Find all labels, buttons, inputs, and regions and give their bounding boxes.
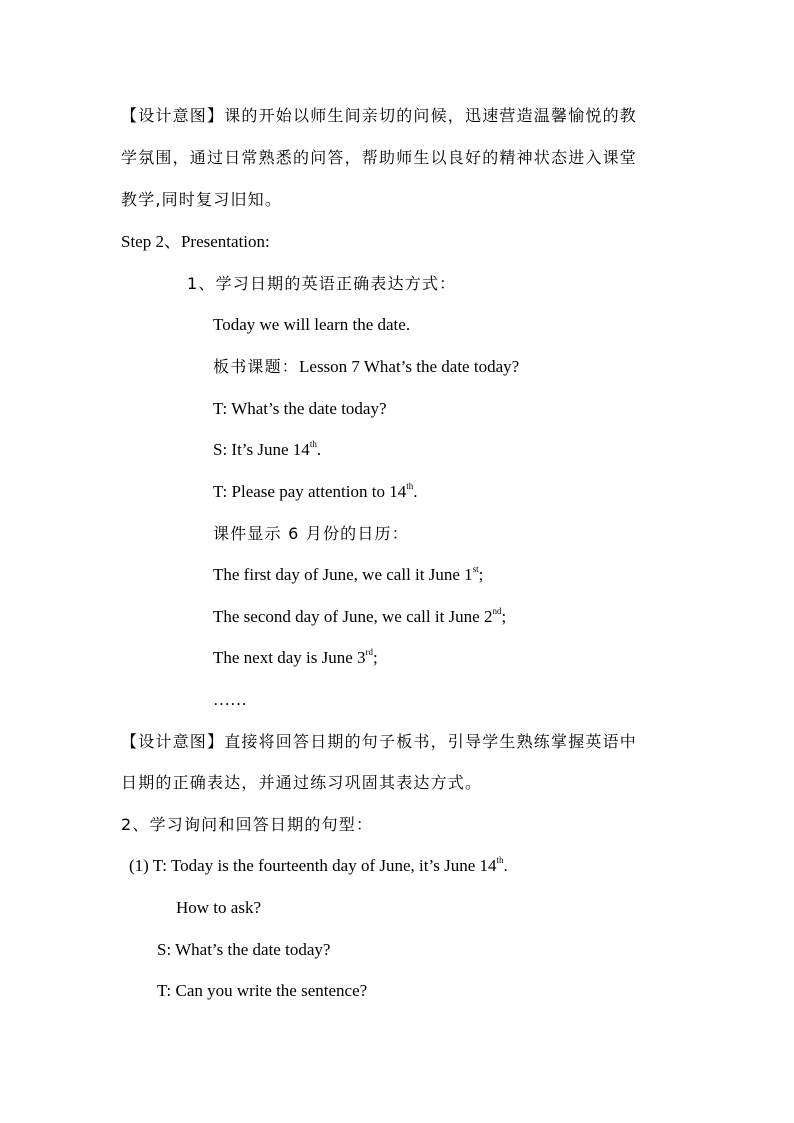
- design-intent-1-line-3: 教学,同时复习旧知。: [121, 190, 283, 209]
- board-title-line: [213, 357, 519, 377]
- student-answer: [213, 440, 321, 460]
- ellipsis: ……: [213, 690, 247, 709]
- next-day-end: ;: [373, 648, 378, 667]
- practice-1-suffix: th: [496, 855, 504, 866]
- teacher-attention-end: .: [413, 482, 418, 501]
- how-to-ask: How to ask?: [176, 898, 261, 917]
- second-day-text: The second day of June, we call it June 2: [213, 607, 493, 626]
- next-day-suffix: rd: [365, 647, 373, 658]
- teacher-write-question: T: Can you write the sentence?: [157, 981, 368, 1000]
- teacher-attention: [213, 482, 417, 502]
- first-day-end: ;: [478, 565, 484, 584]
- student-date-question: S: What’s the date today?: [157, 940, 331, 959]
- practice-1-text: (1) T: Today is the fourteenth day of June, it’s June 14: [129, 856, 497, 875]
- practice-1-line: [129, 856, 508, 876]
- design-intent-2-line-1: 【设计意图】直接将回答日期的句子板书，引导学生熟练掌握英语中: [121, 732, 638, 751]
- item-1-heading: 1、学习日期的英语正确表达方式：: [187, 274, 457, 293]
- second-day-end: ;: [501, 607, 507, 626]
- teacher-attention-text: T: Please pay attention to 14: [213, 482, 407, 501]
- student-answer-suffix: th: [309, 439, 317, 450]
- design-intent-2-line-2: 日期的正确表达，并通过练习巩固其表达方式。: [121, 773, 483, 792]
- student-answer-text: S: It’s June 14: [213, 440, 310, 459]
- first-day-text: The first day of June, we call it June 1: [213, 565, 473, 584]
- next-day-text: The next day is June 3: [213, 648, 366, 667]
- board-title-lesson: Lesson 7 What’s the date today?: [299, 357, 520, 376]
- first-day-suffix: st: [472, 564, 479, 575]
- first-day-line: [213, 565, 483, 585]
- step-2-heading: Step 2、Presentation:: [121, 232, 270, 251]
- design-intent-1-line-1: 【设计意图】课的开始以师生间亲切的问候，迅速营造温馨愉悦的教: [121, 106, 638, 125]
- teacher-attention-suffix: th: [406, 481, 414, 492]
- calendar-note: 课件显示 6 月份的日历：: [213, 524, 409, 543]
- teacher-question: T: What’s the date today?: [213, 399, 387, 418]
- second-day-line: [213, 607, 506, 627]
- practice-1-end: .: [503, 856, 508, 875]
- item-2-heading: 2、学习询问和回答日期的句型：: [121, 815, 374, 834]
- next-day-line: [213, 648, 378, 668]
- board-title-label: 板书课题：: [213, 357, 300, 376]
- student-answer-end: .: [316, 440, 322, 459]
- today-sentence: Today we will learn the date.: [213, 315, 411, 334]
- second-day-suffix: nd: [492, 606, 502, 617]
- design-intent-1-line-2: 学氛围，通过日常熟悉的问答，帮助师生以良好的精神状态进入课堂: [121, 148, 638, 167]
